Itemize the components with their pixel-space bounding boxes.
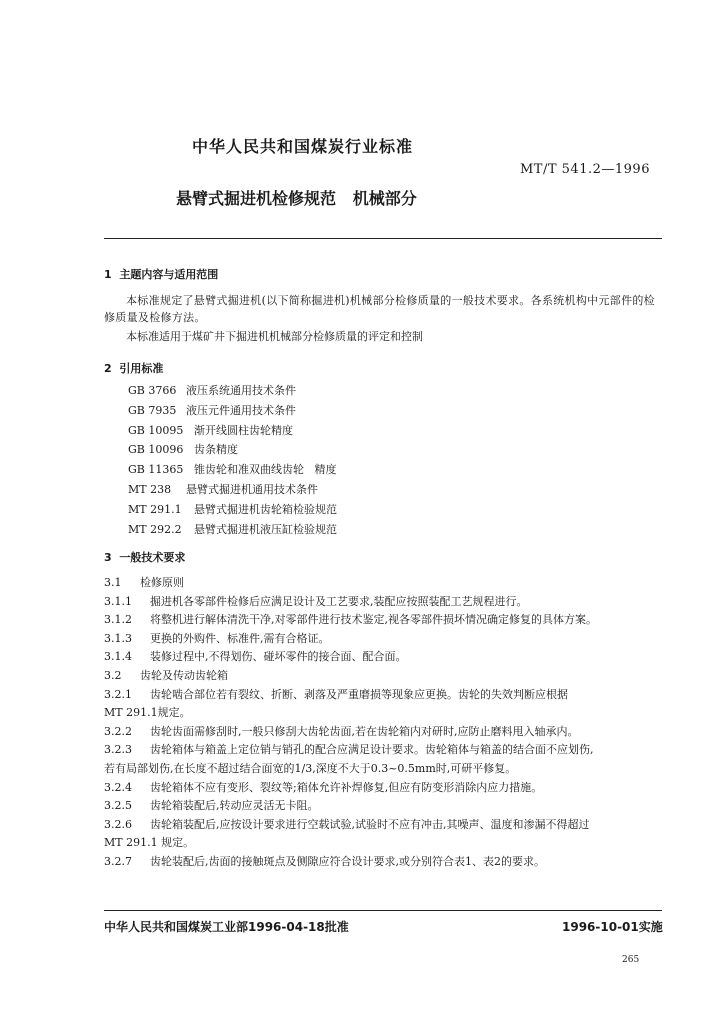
requirement-text: 检修原则 — [140, 576, 184, 589]
footer-divider — [104, 910, 662, 911]
section1-para1: 本标准规定了悬臂式掘进机(以下简称掘进机)机械部分检修质量的一般技术要求。各系统机构中元部件的检修质量及检修方法。 — [104, 294, 655, 324]
reference-item — [128, 384, 296, 398]
requirement-item — [104, 611, 664, 630]
requirement-item — [104, 686, 664, 723]
reference-title: 齿条精度 — [194, 443, 238, 457]
requirement-item — [104, 779, 664, 798]
reference-item — [128, 424, 293, 438]
requirement-text: 将整机进行解体清洗干净,对零部件进行技术鉴定,视各零部件损坏情况确定修复的具体方案。 — [150, 613, 597, 627]
requirement-number: 3.2.2 — [104, 724, 132, 738]
org-title: 中华人民共和国煤炭行业标准 — [192, 137, 414, 156]
reference-title: 悬臂式掘进机通用技术条件 — [186, 483, 318, 496]
requirement-text: 齿轮箱装配后,应按设计要求进行空载试验,试验时不应有冲击,其噪声、温度和渗漏不得超过 — [150, 817, 590, 831]
reference-title: 液压元件通用技术条件 — [186, 403, 296, 417]
reference-item — [128, 523, 337, 537]
reference-item — [128, 443, 238, 457]
requirement-text: 掘进机各零部件检修后应满足设计及工艺要求,装配应按照装配工艺规程进行。 — [150, 594, 528, 608]
requirement-number: 3.1 — [104, 576, 122, 589]
requirement-text: 装修过程中,不得划伤、碰坏零件的接合面、配合面。 — [150, 650, 407, 664]
reference-code: GB 3766 — [128, 384, 177, 397]
requirement-continuation: MT 291.1规定。 — [104, 706, 191, 720]
requirement-item — [104, 816, 664, 853]
requirement-number: 3.2.6 — [104, 817, 132, 831]
requirement-item — [104, 574, 664, 593]
requirement-number: 3.2 — [104, 669, 122, 682]
requirement-item — [104, 723, 664, 742]
reference-title: 悬臂式掘进机齿轮箱检验规范 — [194, 502, 337, 516]
requirement-text: 齿轮箱装配后,转动应灵活无卡阻。 — [150, 799, 319, 813]
requirement-item — [104, 630, 664, 649]
reference-code: GB 7935 — [128, 403, 177, 417]
reference-code: MT 238 — [128, 483, 172, 496]
reference-title: 悬臂式掘进机液压缸检验规范 — [194, 522, 337, 536]
requirement-text: 更换的外购件、标准件,需有合格证。 — [150, 631, 330, 645]
requirement-item — [104, 741, 664, 778]
requirement-text: 齿轮箱体不应有变形、裂纹等;箱体允许补焊修复,但应有防变形消除内应力措施。 — [150, 780, 543, 794]
reference-code: GB 10095 — [128, 423, 184, 437]
reference-code: GB 11365 — [128, 463, 184, 477]
requirement-number: 3.2.1 — [104, 687, 132, 701]
requirement-item — [104, 648, 664, 667]
header-divider — [104, 238, 662, 239]
requirement-item — [104, 853, 664, 872]
reference-item — [128, 404, 296, 418]
requirement-number: 3.2.3 — [104, 743, 132, 757]
doc-title: 悬臂式掘进机检修规范 机械部分 — [176, 189, 417, 208]
requirement-number: 3.1.2 — [104, 613, 132, 627]
requirement-item — [104, 667, 664, 686]
requirement-number: 3.2.7 — [104, 855, 132, 868]
reference-title: 渐开线圆柱齿轮精度 — [194, 423, 293, 437]
requirement-number: 3.1.4 — [104, 650, 132, 664]
standard-code: MT/T 541.2—1996 — [520, 162, 650, 177]
section1-heading: 1 主题内容与适用范围 — [104, 268, 219, 281]
requirement-number: 3.1.1 — [104, 594, 132, 608]
requirement-continuation: 若有局部划伤,在长度不超过结合面宽的1/3,深度不大于0.3~0.5mm时,可研平修复。 — [104, 761, 517, 775]
page-number: 265 — [622, 955, 640, 965]
approval-line: 中华人民共和国煤炭工业部1996-04-18批准 — [104, 920, 349, 934]
reference-title: 锥齿轮和准双曲线齿轮 精度 — [194, 463, 337, 477]
reference-item — [128, 483, 318, 497]
requirement-text: 齿轮齿面需修刮时,一般只修刮大齿轮齿面,若在齿轮箱内对研时,应防止磨料甩入轴承内。 — [150, 724, 579, 738]
reference-code: MT 292.2 — [128, 522, 182, 536]
requirement-number: 3.2.5 — [104, 799, 132, 813]
requirement-item — [104, 593, 664, 612]
section1-para2: 本标准适用于煤矿井下掘进机机械部分检修质量的评定和控制 — [126, 330, 423, 343]
requirement-continuation: MT 291.1 规定。 — [104, 836, 195, 850]
reference-item — [128, 463, 337, 477]
requirement-number: 3.2.4 — [104, 780, 132, 794]
requirement-text: 齿轮及传动齿轮箱 — [140, 669, 228, 682]
requirement-item — [104, 797, 664, 816]
reference-code: GB 10096 — [128, 443, 184, 457]
requirement-number: 3.1.3 — [104, 631, 132, 645]
requirement-text: 齿轮装配后,齿面的接触斑点及侧隙应符合设计要求,或分别符合表1、表2的要求。 — [150, 855, 545, 868]
reference-item — [128, 503, 337, 517]
requirement-text: 齿轮啮合部位若有裂纹、折断、剥落及严重磨损等现象应更换。齿轮的失效判断应根据 — [150, 687, 568, 701]
reference-code: MT 291.1 — [128, 502, 182, 516]
requirement-text: 齿轮箱体与箱盖上定位销与销孔的配合应满足设计要求。齿轮箱体与箱盖的结合面不应划伤, — [150, 743, 594, 757]
effective-date: 1996-10-01实施 — [562, 920, 663, 934]
reference-title: 液压系统通用技术条件 — [186, 384, 296, 397]
section3-heading: 3 一般技术要求 — [104, 551, 186, 564]
section2-heading: 2 引用标准 — [104, 362, 164, 375]
